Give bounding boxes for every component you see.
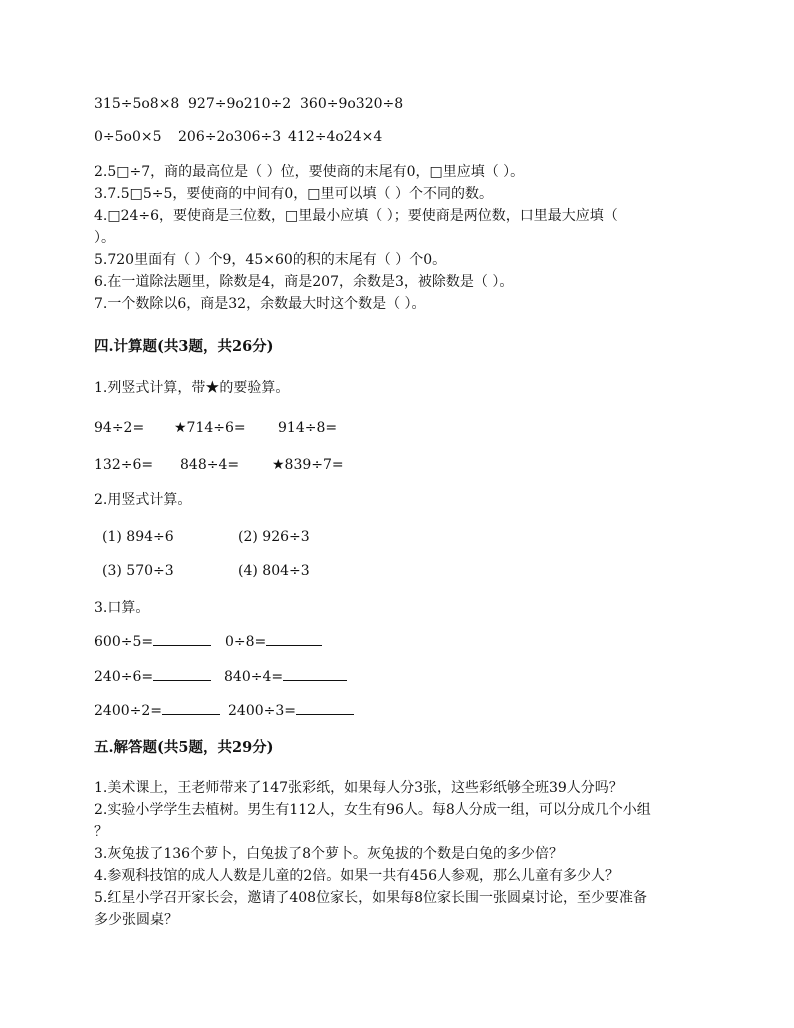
mental-calc-item: 600÷5= (94, 634, 154, 650)
mental-calc-item: 240÷6= (94, 669, 154, 685)
vertical-calc-item: (3) 570÷3 (102, 563, 174, 579)
mental-calc-row-2 (94, 667, 284, 687)
section-title: 四.计算题(共3题，共26分) (94, 338, 274, 355)
calc-item: 848÷4= (180, 457, 240, 473)
word-problem: 4.参观科技馆的成人人数是儿童的2倍。如果一共有456人参观，那么儿童有多少人？ (94, 868, 619, 884)
mental-calc-item: 2400÷2= (94, 703, 162, 719)
answer-blank (153, 667, 211, 681)
word-problem: 3.灰兔拔了136个萝卜，白兔拔了8个萝卜。灰兔拔的个数是白兔的多少倍？ (94, 846, 563, 862)
calc-row-1 (94, 418, 338, 438)
question-label: 3.口算。 (94, 600, 150, 616)
compare-row-1 (94, 94, 404, 114)
calc-item: 914÷8= (278, 420, 338, 436)
mental-calc-item: 2400÷3= (228, 703, 296, 719)
fill-item-cont: ）。 (94, 230, 115, 246)
compare-item: 360÷9o320÷8 (300, 96, 404, 112)
word-problem: 1.美术课上，王老师带来了147张彩纸，如果每人分3张，这些彩纸够全班39人分吗？ (94, 780, 623, 796)
calc-item: 94÷2= (94, 420, 145, 436)
answer-blank (296, 701, 354, 715)
calc-row-2 (94, 455, 344, 475)
answer-blank (153, 632, 211, 646)
answer-blank (266, 632, 322, 646)
word-problem: 5.红星小学召开家长会，邀请了408位家长，如果每8位家长围一张圆桌讨论，至少要准备 (94, 890, 647, 906)
vertical-calc-row-1 (102, 527, 310, 547)
mental-calc-row-1 (94, 632, 267, 652)
word-problem-cont: ？ (94, 824, 108, 840)
fill-item: 5.720里面有（ ）个9，45×60的积的末尾有（ ）个0。 (94, 252, 447, 268)
mental-calc-pair (228, 701, 354, 721)
question-label: 1.列竖式计算，带★的要验算。 (94, 380, 290, 396)
mental-calc-item: 0÷8= (225, 634, 267, 650)
compare-row-2 (94, 127, 383, 147)
vertical-calc-item: (4) 804÷3 (238, 563, 310, 579)
word-problem: 2.实验小学学生去植树。男生有112人，女生有96人。每8人分成一组，可以分成几个小组 (94, 802, 651, 818)
word-problem-cont: 多少张圆桌？ (94, 912, 178, 928)
compare-item: 0÷5o0×5 (94, 129, 162, 145)
mental-calc-pair (224, 667, 347, 687)
compare-item: 927÷9o210÷2 (188, 96, 292, 112)
mental-calc-pair (225, 632, 322, 652)
vertical-calc-row-2 (102, 561, 310, 581)
fill-item: 4.□24÷6，要使商是三位数，□里最小应填（ ）；要使商是两位数，口里最大应填（ (94, 208, 618, 224)
compare-item: 206÷2o306÷3 (178, 129, 282, 145)
mental-calc-item: 840÷4= (224, 669, 284, 685)
section-title: 五.解答题(共5题，共29分) (94, 739, 274, 756)
vertical-calc-item: (2) 926÷3 (238, 529, 310, 545)
compare-item: 412÷4o24×4 (288, 129, 383, 145)
mental-calc-row-3 (94, 701, 296, 721)
calc-item: ★714÷6= (174, 420, 246, 436)
fill-item: 2.5□÷7，商的最高位是（ ）位，要使商的末尾有0，□里应填（ ）。 (94, 164, 525, 180)
vertical-calc-item: (1) 894÷6 (102, 529, 174, 545)
question-label: 2.用竖式计算。 (94, 492, 192, 508)
compare-item: 315÷5o8×8 (94, 96, 180, 112)
answer-blank (283, 667, 347, 681)
fill-item: 7.一个数除以6，商是32，余数最大时这个数是（ ）。 (94, 296, 426, 312)
calc-item: 132÷6= (94, 457, 154, 473)
calc-item: ★839÷7= (272, 457, 344, 473)
answer-blank (162, 701, 220, 715)
fill-item: 3.7.5□5÷5，要使商的中间有0，□里可以填（ ）个不同的数。 (94, 186, 493, 202)
fill-item: 6.在一道除法题里，除数是4，商是207，余数是3，被除数是（ ）。 (94, 274, 514, 290)
